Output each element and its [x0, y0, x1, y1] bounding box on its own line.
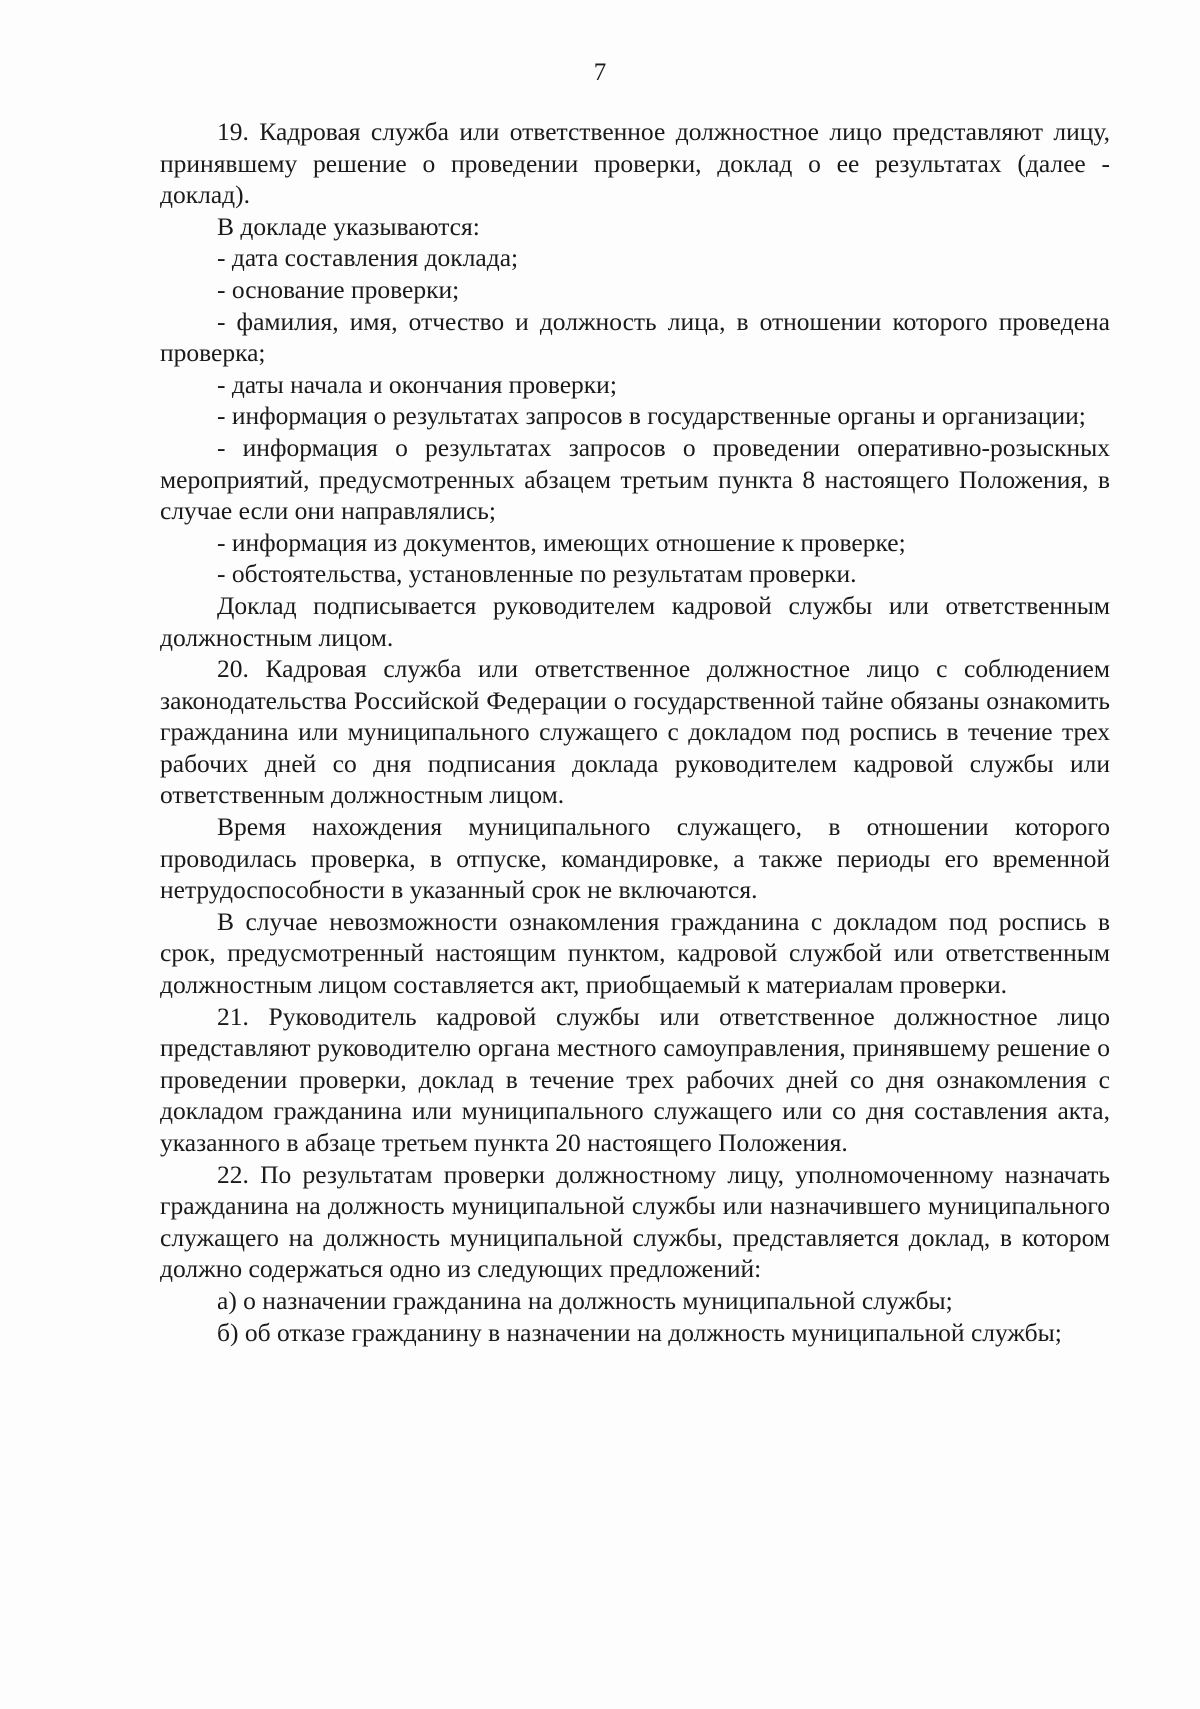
list-item-documents-info: - информация из документов, имеющих отношение к проверке; [217, 527, 906, 557]
paragraph-20-exclusions: Время нахождения муниципального служащего, в отношении которого проводилась проверка, в отпуске, командировке, а также периоды его временной нетрудоспособности в указанный срок не включаются. [160, 812, 1110, 905]
list-item-state-requests: - информация о результатах запросов в государственные органы и организации; [217, 401, 1086, 431]
report-signing-paragraph: Доклад подписывается руководителем кадровой службы или ответственным должностным лицом. [160, 590, 1110, 652]
list-item-operational-requests: - информация о результатах запросов о проведении оперативно-розыскных мероприятий, предусмотренных абзацем третьим пункта 8 настоящего Положения, в случае если они направлялись; [160, 432, 1110, 526]
paragraph-19: 19. Кадровая служба или ответственное должностное лицо представляют лицу, принявшему решение о проведении проверки, доклад о ее результатах (далее - доклад). [160, 117, 1110, 210]
document-body [160, 116, 1110, 1348]
list-item-check-dates: - даты начала и окончания проверки; [217, 369, 617, 399]
list-item-circumstances: - обстоятельства, установленные по результатам проверки. [217, 559, 857, 589]
paragraph-21: 21. Руководитель кадровой службы или ответственное должностное лицо представляют руководителю органа местного самоуправления, принявшему решение о проведении проверки, доклад в течение трех рабочих дней со дня ознакомления с докладом гражданина или муниципального служащего или со дня составления акта, указанного в абзаце третьем пункта 20 настоящего Положения. [160, 1001, 1110, 1157]
report-contents-heading: В докладе указываются: [217, 211, 480, 241]
paragraph-22-option-a: а) о назначении гражданина на должность муниципальной службы; [217, 1285, 953, 1315]
paragraph-20: 20. Кадровая служба или ответственное должностное лицо с соблюдением законодательства Российской Федерации о государственной тайне обязаны ознакомить гражданина или муниципального служащего с докладом под роспись в течение трех рабочих дней со дня подписания доклада руководителем кадровой службы или ответственным должностным лицом. [160, 654, 1110, 810]
list-item-person-details: - фамилия, имя, отчество и должность лица, в отношении которого проведена проверка; [160, 306, 1110, 368]
paragraph-20-act: В случае невозможности ознакомления гражданина с докладом под роспись в срок, предусмотренный настоящим пунктом, кадровой службой или ответственным должностным лицом составляется акт, приобщаемый к материалам проверки. [160, 906, 1110, 1000]
paragraph-22-option-b: б) об отказе гражданину в назначении на должность муниципальной службы; [217, 1317, 1062, 1347]
paragraph-22: 22. По результатам проверки должностному лицу, уполномоченному назначать гражданина на должность муниципальной службы или назначившего муниципального служащего на должность муниципальной службы, представляется доклад, в котором должно содержаться одно из следующих предложений: [160, 1159, 1110, 1284]
list-item-report-date: - дата составления доклада; [217, 243, 519, 273]
list-item-check-basis: - основание проверки; [217, 274, 460, 304]
page-number: 7 [593, 59, 607, 86]
